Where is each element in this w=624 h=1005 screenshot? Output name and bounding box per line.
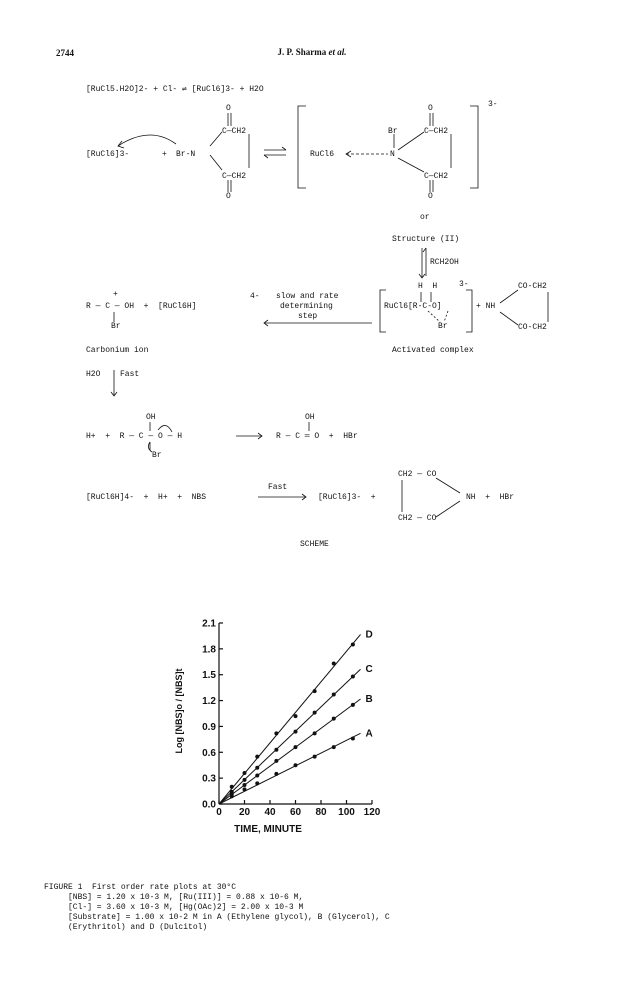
chart-data-point [351,674,355,678]
scheme-complex-br: Br [388,127,398,136]
chart-data-point [243,771,247,775]
scheme-rucl6-complex: RuCl6 [310,150,335,159]
caption-line-2: [NBS] = 1.20 x 10-3 M, [Ru(III)] = 0.88 x 10-6 M, [44,893,304,902]
running-head-etal: et al. [326,47,347,57]
scheme-charge-3minus: 3- [488,100,498,109]
chart-data-point [230,785,234,789]
scheme-step4-right: [RuCl6]3- + [318,493,376,502]
scheme-slow-step-1: slow and rate [276,292,339,301]
scheme-h2o: H2O [86,370,101,379]
chart-data-point [255,766,259,770]
chart-data-point [351,703,355,707]
chart-data-point [294,714,298,718]
chart-series-line [219,733,361,804]
scheme-structure-ii: Structure (II) [392,235,460,244]
chart-xlabel: TIME, MINUTE [234,824,302,835]
chart-y-tick-label: 0.6 [202,747,216,759]
scheme-step4-left: [RuCl6H]4- + H+ + NBS [86,493,207,502]
scheme-o-bottom: O [226,192,231,201]
chart-x-tick-label: 60 [289,807,302,818]
running-head-authors: J. P. Sharma [277,47,327,57]
chart-data-point [294,730,298,734]
chart-data-point [243,778,247,782]
chart-x-tick-label: 0 [216,807,222,818]
scheme-step3-left: H+ + R — C — O — H [86,432,183,441]
caption-line-1: FIGURE 1 First order rate plots at 30°C [44,883,237,892]
chart-series-label: C [365,664,373,676]
scheme-activated-complex: Activated complex [392,346,474,355]
page-number: 2744 [56,48,74,58]
scheme-label: SCHEME [300,540,329,549]
scheme-nh: + NH [476,302,496,311]
scheme-c-ch2-bottom: C—CH2 [222,172,247,181]
scheme-fast-1: Fast [120,370,140,379]
chart-tick-labels [202,619,381,819]
chart-data-point [351,643,355,647]
chart-x-tick-label: 80 [315,807,327,818]
chart-y-tick-label: 2.1 [202,618,216,630]
scheme-slow-step-2: determining [280,302,333,311]
scheme-step3-oh: OH [146,413,156,422]
scheme-step3-right: R — C ═ O + HBr [276,432,358,441]
chart-data-point [274,748,278,752]
chart-x-tick-label: 20 [238,807,251,818]
scheme-equation-1: [RuCl5.H2O]2- + Cl- ⇌ [RuCl6]3- + H2O [86,85,264,94]
chart-data-point [274,759,278,763]
scheme-or: or [420,213,430,222]
scheme-plus: + [162,150,167,159]
chart-y-tick-label: 0.0 [202,799,216,811]
scheme-charge-4minus: 4- [250,292,260,301]
caption-line-4: [Substrate] = 1.00 x 10-2 M in A (Ethylene glycol), B (Glycerol), C [44,913,390,922]
scheme-slow-step-3: step [298,312,318,321]
scheme-carbonium-ion: Carbonium ion [86,346,149,355]
scheme-carbonium-br: Br [111,322,121,331]
chart-y-tick-label: 1.5 [202,670,216,682]
scheme-complex-n: N [390,150,395,159]
scheme-fast-2: Fast [268,483,288,492]
scheme-rch2oh: RCH2OH [430,258,459,267]
chart-series-line [219,699,361,804]
chart-data-point [294,763,298,767]
chart-y-tick-label: 1.2 [202,696,216,708]
chart-data-point [332,693,336,697]
chart-series-label: A [365,728,373,740]
scheme-step3-br: Br [152,451,162,460]
chart-data-point [332,745,336,749]
chart-series [219,629,373,804]
chart-x-tick-label: 40 [264,807,276,818]
chart-series-line [219,634,361,804]
chart-ylabel: Log [NBS]o / [NBS]t [174,668,184,754]
chart-data-point [313,731,317,735]
scheme-rucl6-reactant: [RuCl6]3- [86,150,130,159]
chart-data-point [332,717,336,721]
scheme-carbonium-formula: R — C — OH + [RuCl6H] [86,302,197,311]
scheme-ac-charge: 3- [459,280,469,289]
scheme-activated-formula: RuCl6[R-C-O] [384,302,442,311]
scheme-complex-o-bottom: O [428,192,433,201]
chart-y-tick-label: 0.9 [202,721,216,733]
scheme-step3-right-oh: OH [305,413,315,422]
chart-data-point [313,755,317,759]
scheme-plus-charge: + [113,290,118,299]
figure-caption [44,883,390,933]
chart-data-point [294,745,298,749]
chart-data-point [255,755,259,759]
chart-data-point [255,781,259,785]
chart-x-tick-label: 100 [338,807,355,818]
chart-data-point [313,711,317,715]
chart-data-point [255,774,259,778]
scheme-br-n: Br-N [176,150,196,159]
chart-data-point [243,787,247,791]
scheme-complex-c-ch2-bottom: C—CH2 [424,172,449,181]
scheme-step4-tail: NH + HBr [466,493,515,502]
chart-data-point [243,783,247,787]
chart-data-point [274,731,278,735]
scheme-c-ch2-top: C—CH2 [222,127,247,136]
scheme-co-ch2-bottom: CO-CH2 [518,323,547,332]
scheme-complex-c-ch2-top: C—CH2 [424,127,449,136]
scheme-co-ch2-top: CO-CH2 [518,282,547,291]
chart-series-label: B [365,693,373,705]
chart-y-tick-label: 0.3 [202,773,216,785]
scheme-step4-ch2co-top: CH2 — CO [398,470,437,479]
chart-y-tick-label: 1.8 [202,644,216,656]
chart-x-tick-label: 120 [363,807,381,818]
scheme-hh: H H [418,282,438,291]
chart-data-point [332,662,336,666]
chart-data-point [351,736,355,740]
scheme-complex-o-top: O [428,104,433,113]
caption-line-3: [Cl-] = 3.60 x 10-3 M, [Hg(OAc)2] = 2.00 x 10-3 M [44,903,304,912]
chart-data-point [274,772,278,776]
chart-series-label: D [365,629,373,641]
chart-series-line [219,669,361,804]
chart-data-point [313,689,317,693]
scheme-step4-ch2co-bottom: CH2 — CO [398,514,437,523]
scheme-o-top: O [226,104,231,113]
caption-line-5: (Erythritol) and D (Dulcitol) [44,923,208,932]
scheme-ac-br: Br [438,322,448,331]
